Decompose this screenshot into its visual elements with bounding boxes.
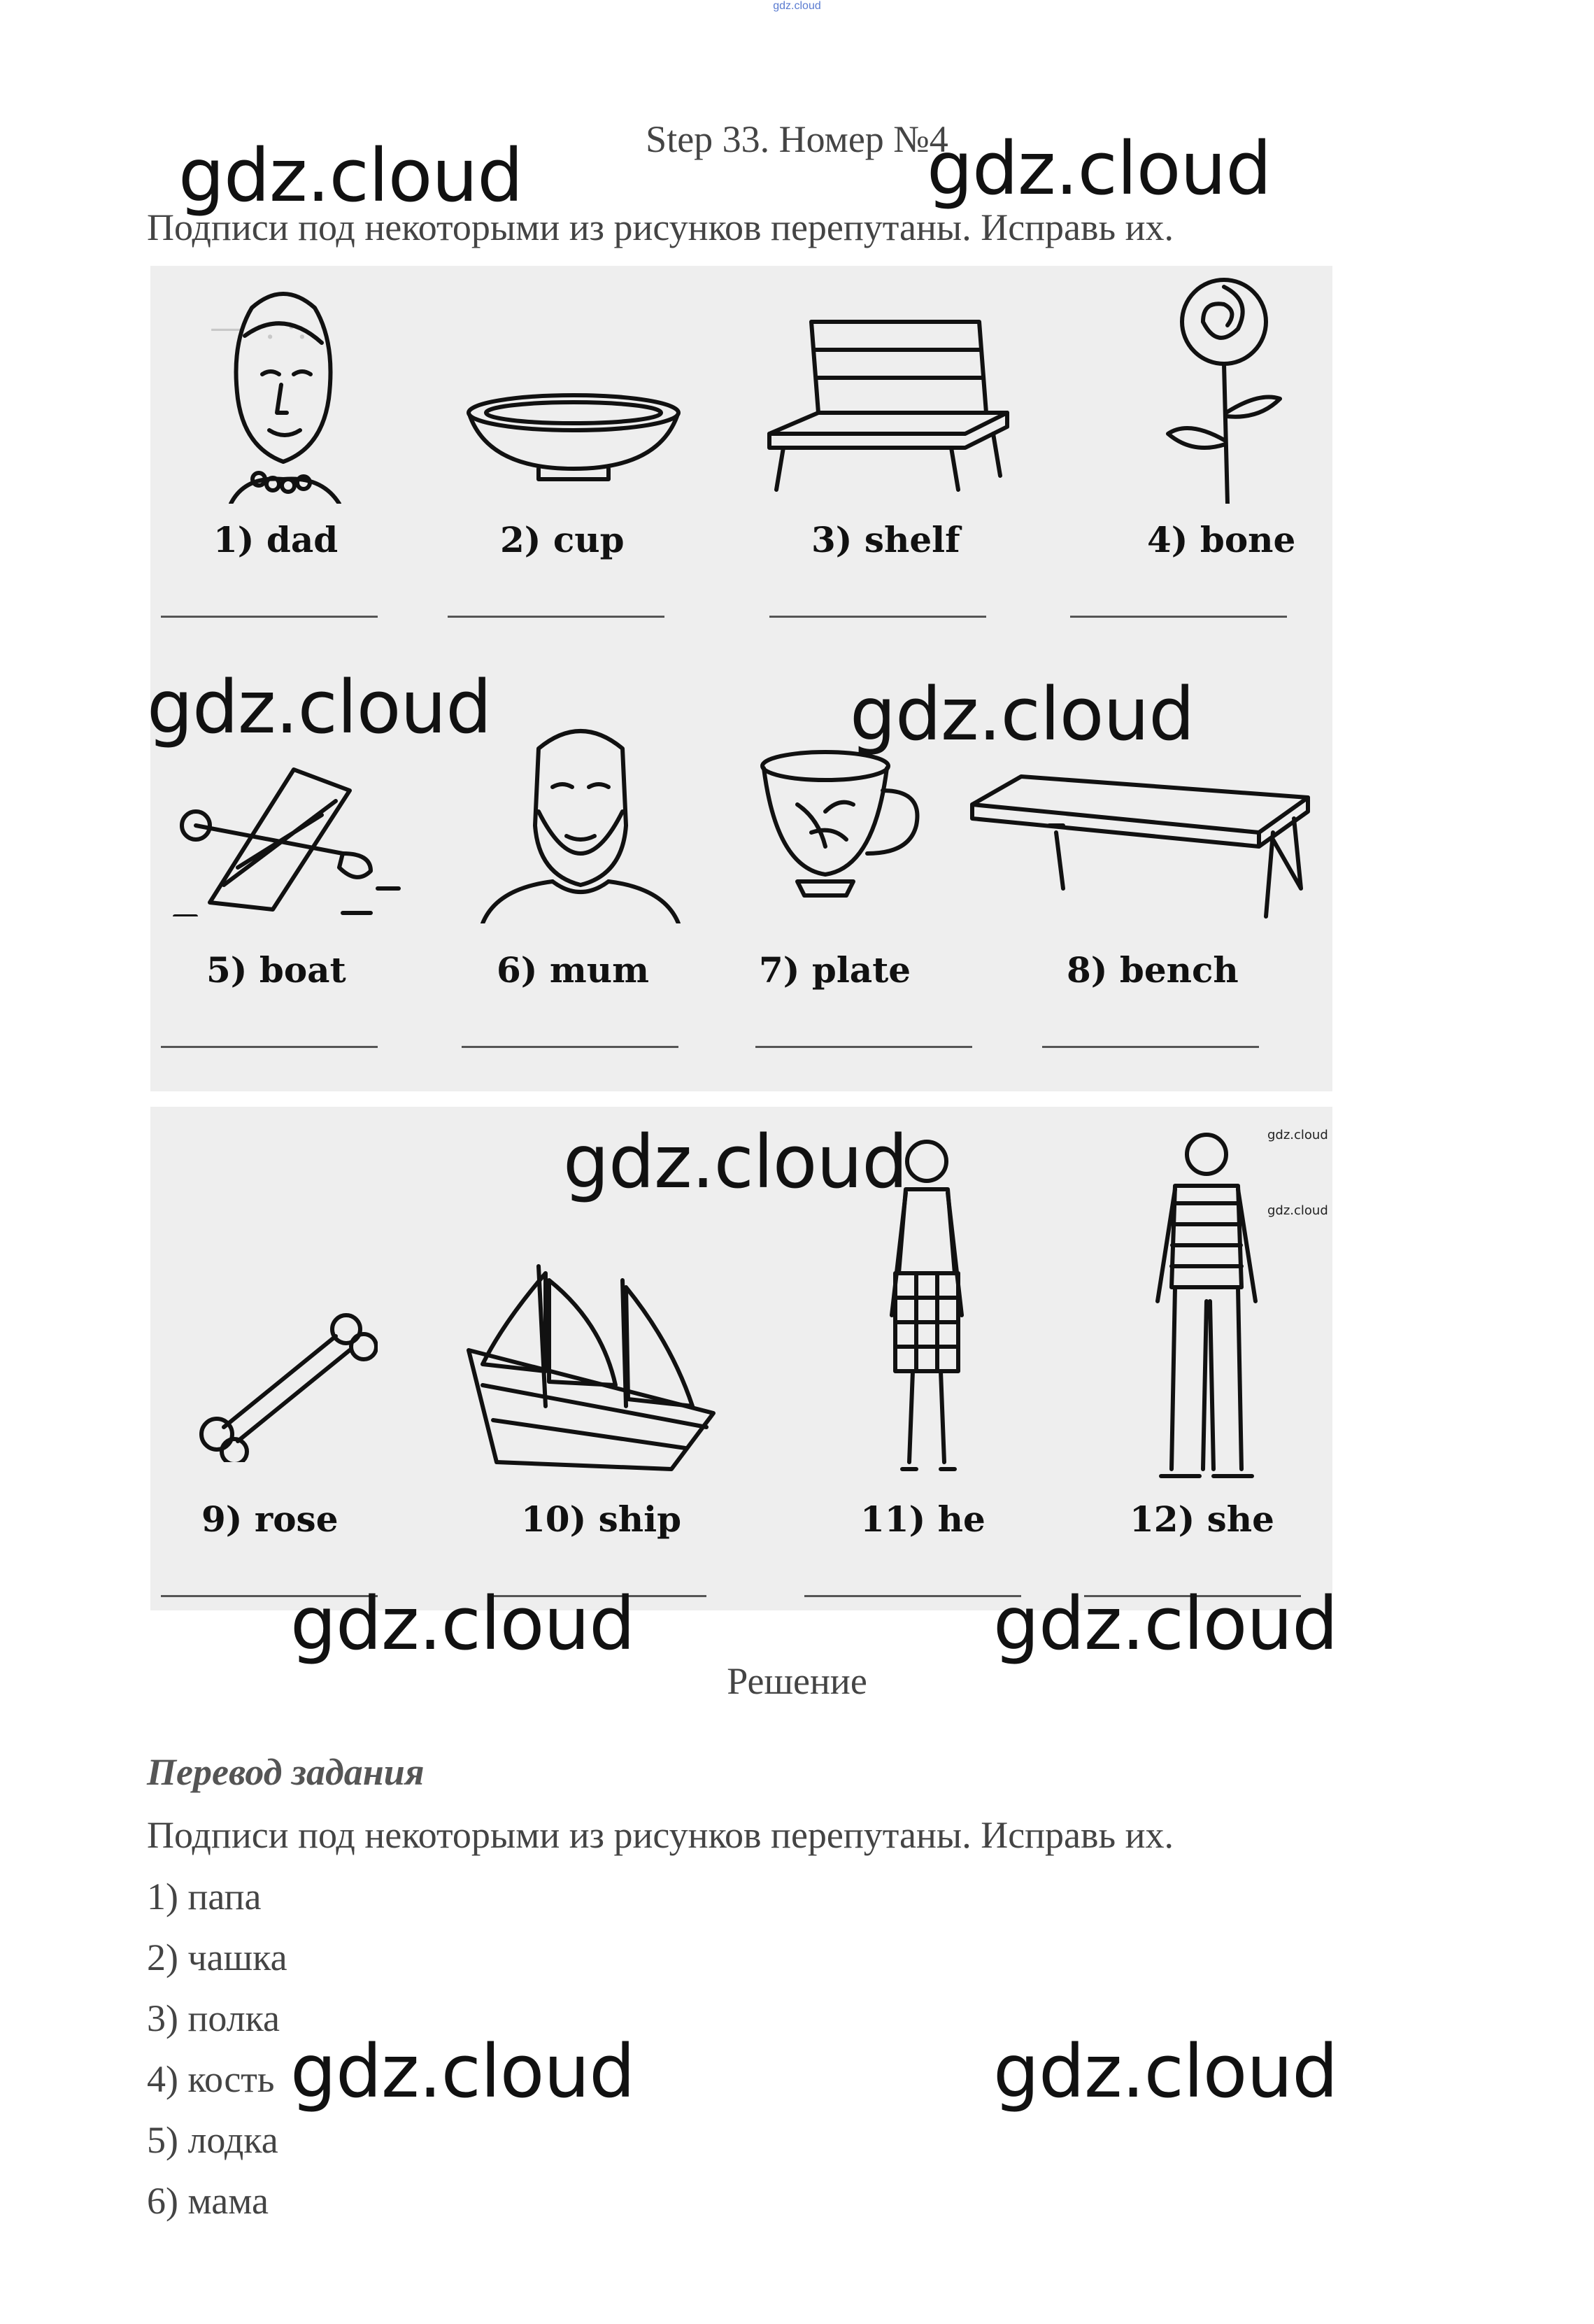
ship-icon: [455, 1252, 734, 1476]
caption-2: 2) cup: [500, 519, 625, 560]
watermark: gdz.cloud: [850, 672, 1195, 757]
watermark: gdz.cloud: [147, 665, 492, 750]
watermark: gdz.cloud: [290, 2029, 635, 2114]
watermark: gdz.cloud: [993, 2029, 1338, 2114]
answer-line: [1042, 1046, 1259, 1048]
answer-line: [448, 616, 664, 618]
watermark: gdz.cloud: [178, 133, 523, 218]
caption-10: 10) ship: [521, 1498, 682, 1540]
translation-item: 6) мама: [147, 2180, 269, 2222]
watermark: gdz.cloud: [993, 1581, 1338, 1666]
bowl-icon: [462, 392, 685, 483]
translation-heading: Перевод задания: [147, 1751, 425, 1793]
watermark: gdz.cloud: [290, 1581, 635, 1666]
answer-line: [755, 1046, 972, 1048]
solution-label: Решение: [727, 1660, 867, 1702]
caption-6: 6) mum: [497, 949, 650, 991]
answer-line: [161, 1046, 378, 1048]
bearded-man-icon: [476, 721, 685, 923]
translation-item: 3) полка: [147, 1997, 280, 2039]
rose-icon: [1154, 273, 1294, 504]
watermark: gdz.cloud: [563, 1119, 908, 1205]
translation-item: 4) кость: [147, 2058, 275, 2100]
caption-5: 5) boat: [206, 949, 346, 991]
caption-1: 1) dad: [213, 519, 339, 560]
man-figure-icon: [1147, 1126, 1266, 1483]
cup-icon: [755, 749, 930, 902]
top-watermark: gdz.cloud: [773, 0, 821, 12]
translation-item: 5) лодка: [147, 2119, 278, 2161]
watermark-small: gdz.cloud: [1267, 1128, 1328, 1142]
boat-icon: [168, 749, 406, 916]
caption-4: 4) bone: [1147, 519, 1296, 560]
caption-12: 12) she: [1130, 1498, 1274, 1540]
page-title: Step 33. Номер №4: [646, 118, 948, 160]
caption-9: 9) rose: [201, 1498, 339, 1540]
translation-item: 1) папа: [147, 1876, 262, 1918]
translation-task: Подписи под некоторыми из рисунков перепутаны. Исправь их.: [147, 1814, 1174, 1856]
answer-line: [161, 616, 378, 618]
answer-line: [462, 1046, 678, 1048]
bone-icon: [196, 1308, 378, 1462]
watermark-small: gdz.cloud: [1267, 1203, 1328, 1218]
caption-3: 3) shelf: [811, 519, 960, 560]
woman-face-icon: [203, 280, 364, 504]
answer-line: [1070, 616, 1287, 618]
answer-line: [804, 1595, 1021, 1597]
caption-11: 11) he: [860, 1498, 985, 1540]
task-text: Подписи под некоторыми из рисунков перепутаны. Исправь их.: [147, 206, 1174, 248]
caption-7: 7) plate: [759, 949, 911, 991]
bench-icon: [755, 308, 1021, 497]
translation-item: 2) чашка: [147, 1936, 287, 1978]
caption-8: 8) bench: [1067, 949, 1239, 991]
shelf-icon: [965, 763, 1315, 930]
ghost-text: — ·. ·. ·: [210, 308, 329, 347]
watermark: gdz.cloud: [927, 126, 1272, 211]
answer-line: [769, 616, 986, 618]
